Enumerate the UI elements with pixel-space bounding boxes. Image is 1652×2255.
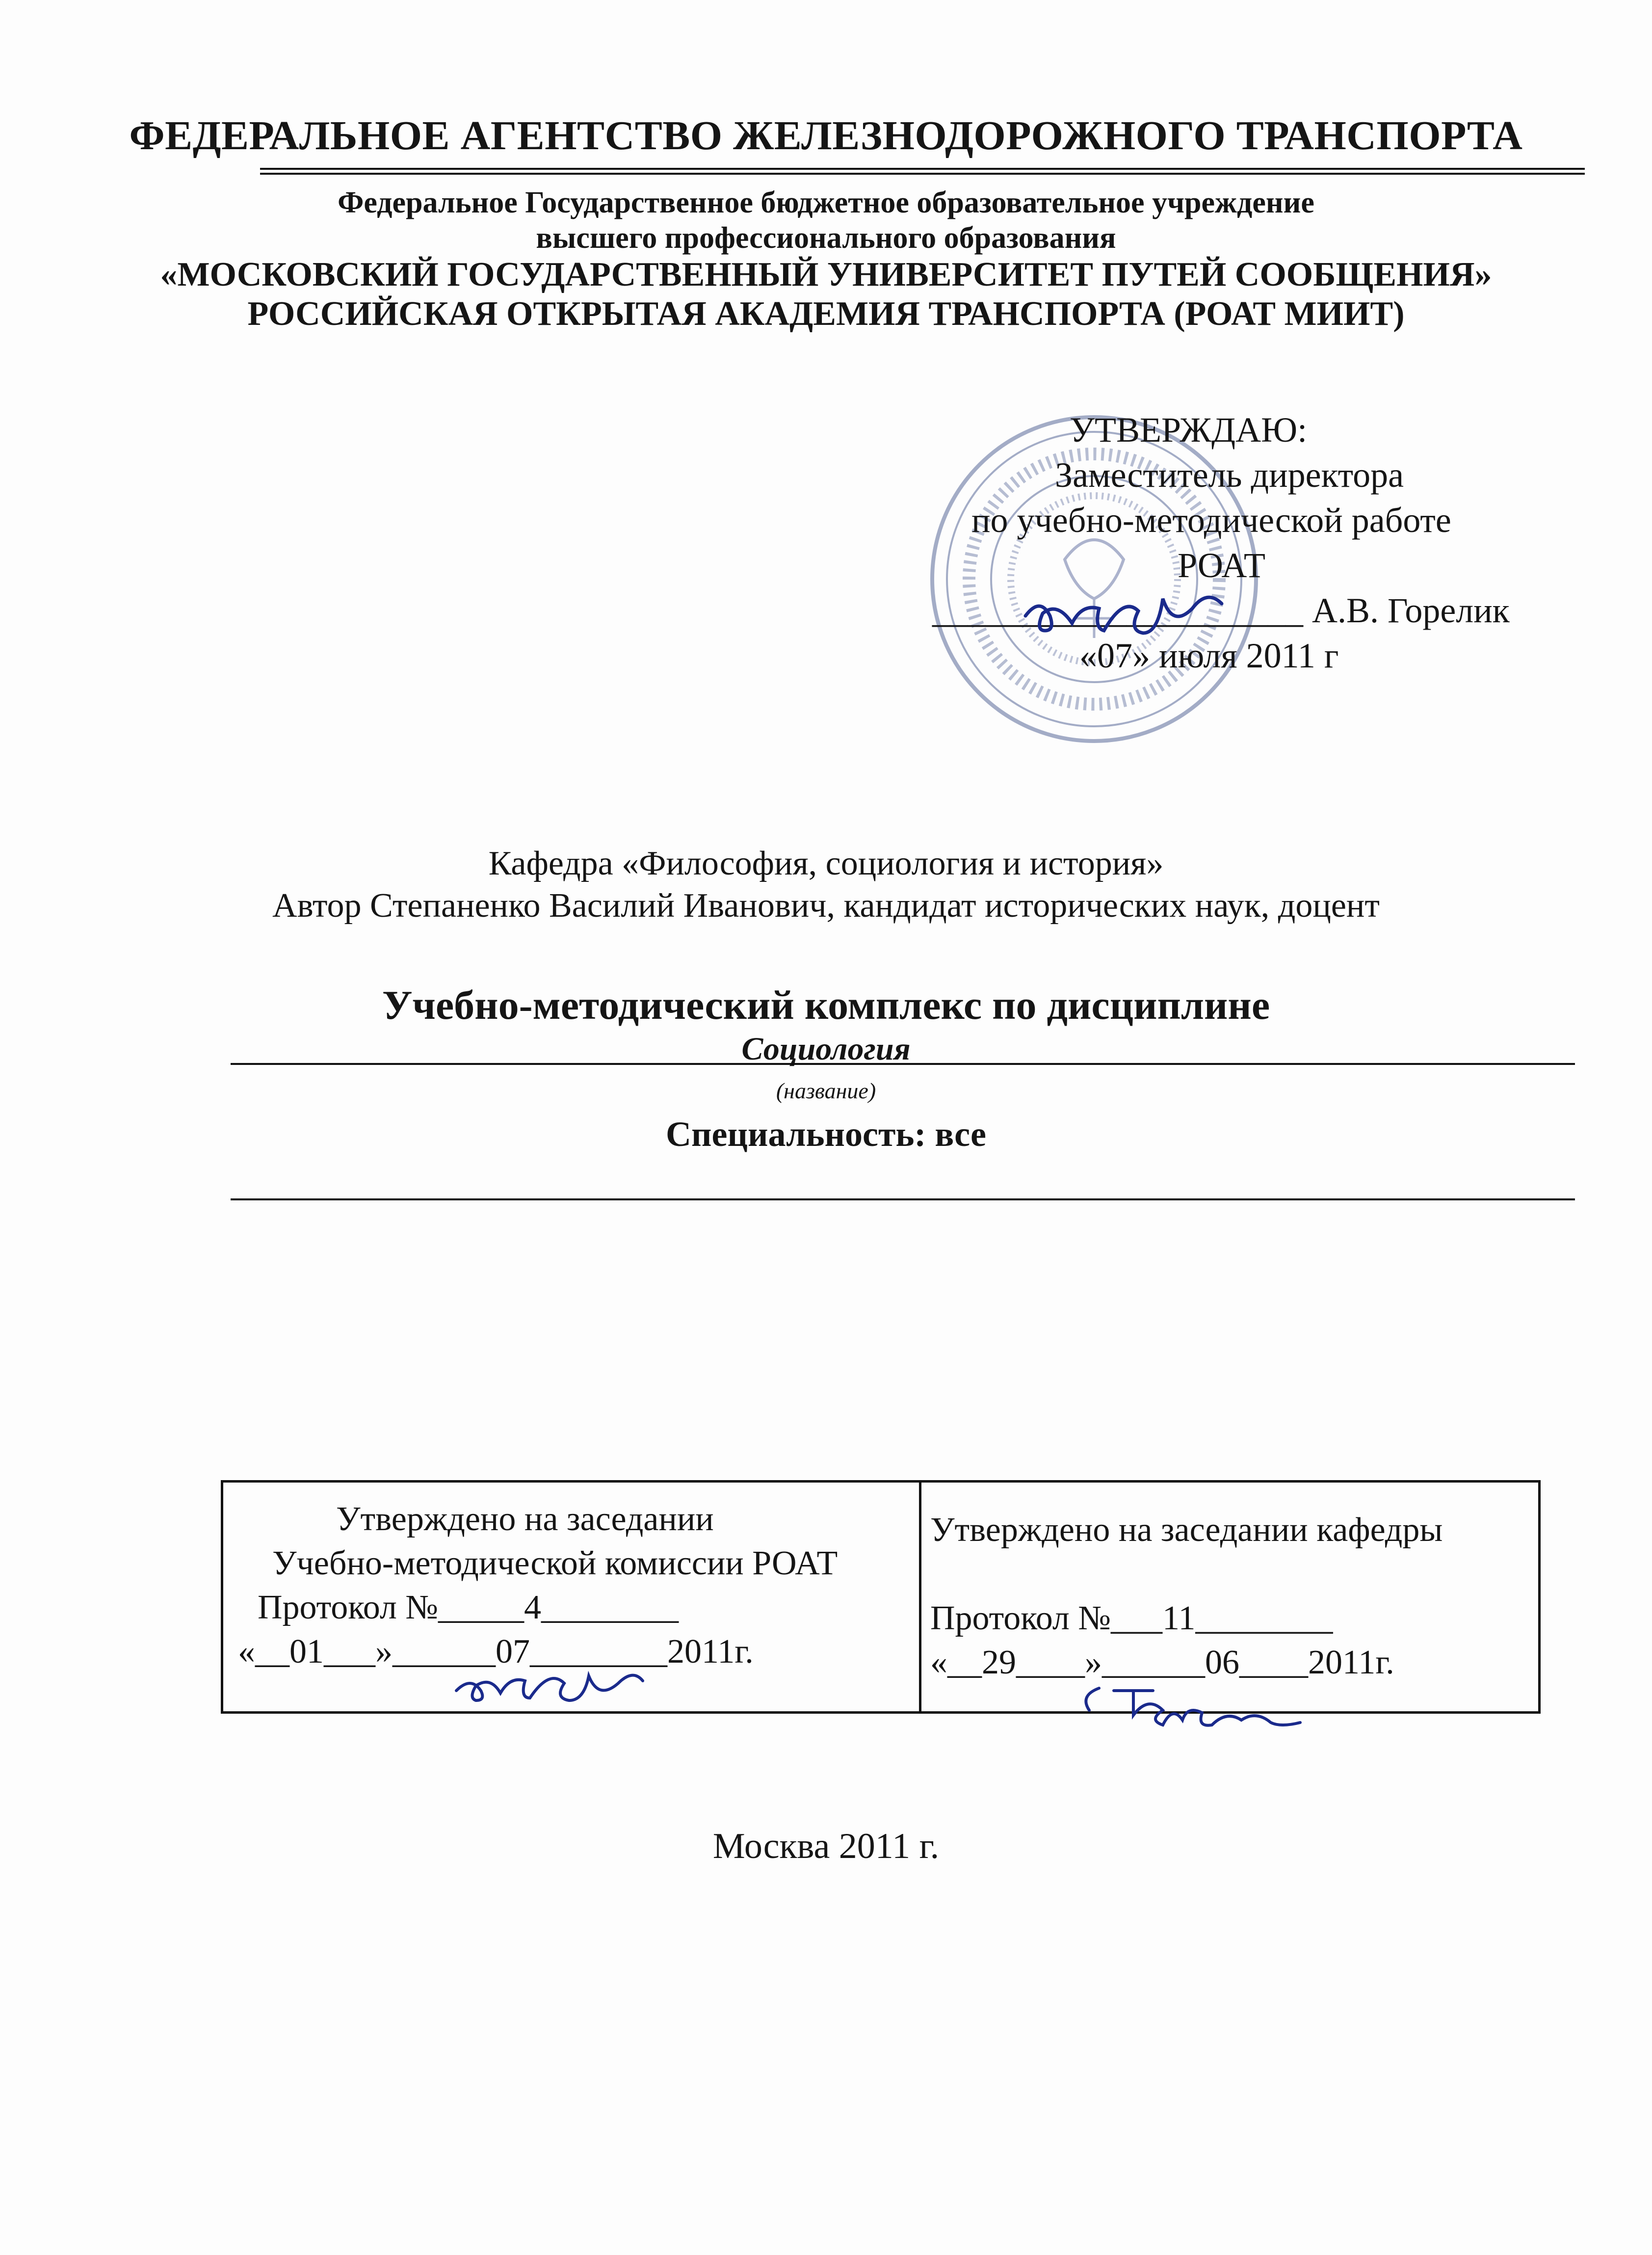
academy-name: РОССИЙСКАЯ ОТКРЫТАЯ АКАДЕМИЯ ТРАНСПОРТА (РОАТ МИИТ): [247, 295, 1405, 333]
agency-title: ФЕДЕРАЛЬНОЕ АГЕНТСТВО ЖЕЛЕЗНОДОРОЖНОГО ТРАНСПОРТА: [129, 113, 1523, 159]
approval-signature-line: _____________________ А.В. Горелик: [932, 591, 1510, 630]
handwritten-signature-approval: [1021, 582, 1256, 655]
approval-org: РОАТ: [1178, 546, 1265, 585]
table-cell-department: [921, 1508, 1541, 1685]
commission-line2: Учебно-методической комиссии РОАТ: [272, 1544, 838, 1582]
specialty: Специальность: все: [666, 1114, 986, 1154]
commission-date: «__01___»______07________2011г.: [238, 1633, 754, 1671]
discipline-name: Социология: [741, 1031, 911, 1067]
commission-line1: Утверждено на заседании: [336, 1500, 714, 1538]
approval-table: [221, 1480, 1541, 1714]
department-date: «__29____»______06____2011г.: [930, 1644, 1394, 1681]
approval-position: Заместитель директора: [1055, 455, 1404, 495]
discipline-caption: (название): [776, 1078, 876, 1103]
university-name: «МОСКОВСКИЙ ГОСУДАРСТВЕННЫЙ УНИВЕРСИТЕТ ПУТЕЙ СООБЩЕНИЯ»: [160, 256, 1492, 293]
approval-title: УТВЕРЖДАЮ:: [1070, 410, 1308, 450]
approval-date: «07» июля 2011 г: [1079, 636, 1339, 675]
department-protocol: Протокол №___11________: [930, 1599, 1333, 1637]
header-double-rule: [260, 168, 1585, 175]
department-approval-line1: Утверждено на заседании кафедры: [930, 1511, 1443, 1549]
document-title: Учебно-методический комплекс по дисциплине: [382, 982, 1270, 1028]
institution-type: Федеральное Государственное бюджетное образовательное учреждение: [338, 186, 1314, 219]
handwritten-signature-department: [1079, 1676, 1315, 1730]
approval-position-cont: по учебно-методической работе: [971, 501, 1451, 540]
discipline-underline: [231, 1063, 1575, 1065]
table-cell-commission: [223, 1497, 919, 1674]
commission-protocol: Протокол №_____4________: [258, 1589, 679, 1626]
handwritten-signature-commission: [451, 1661, 657, 1715]
department: Кафедра «Философия, социология и история»: [488, 845, 1164, 882]
specialty-underline: [231, 1198, 1575, 1200]
author: Автор Степаненко Василий Иванович, кандидат исторических наук, доцент: [272, 887, 1380, 925]
city-year: Москва 2011 г.: [712, 1826, 940, 1866]
education-level: высшего профессионального образования: [536, 221, 1116, 255]
